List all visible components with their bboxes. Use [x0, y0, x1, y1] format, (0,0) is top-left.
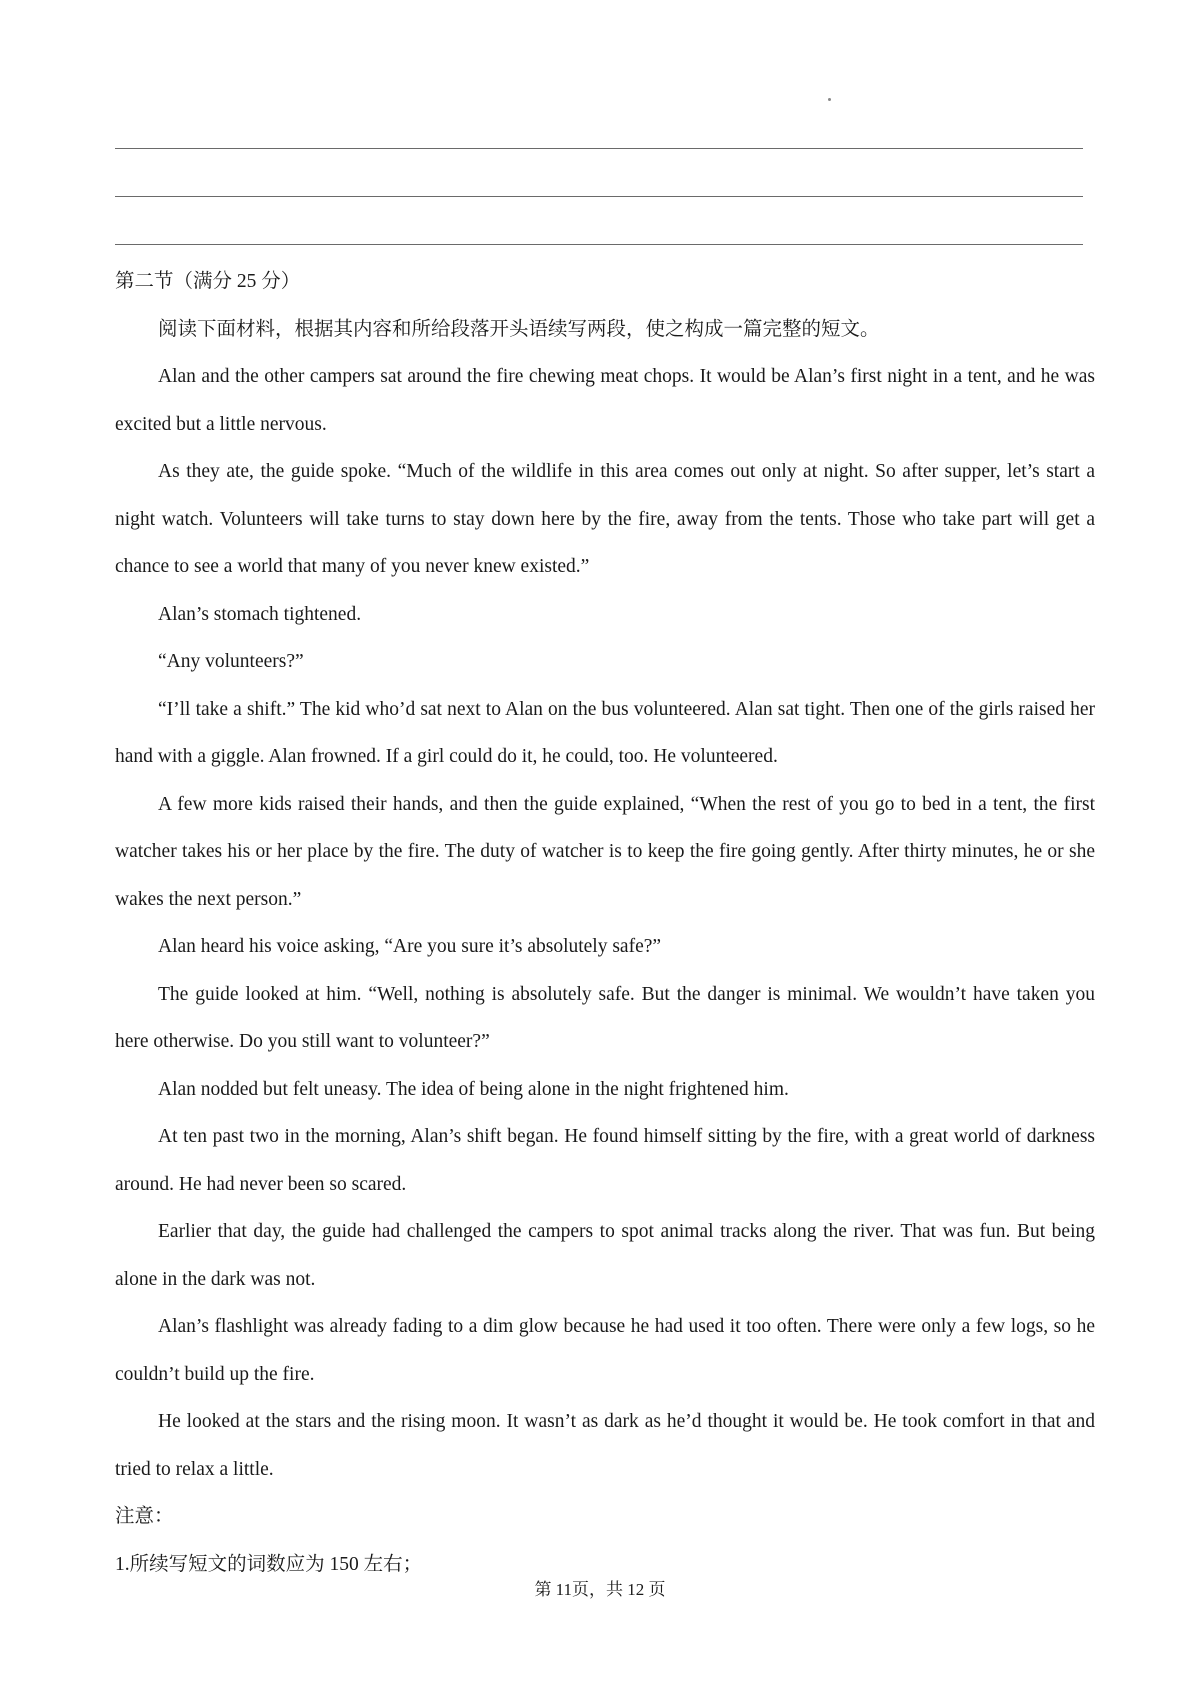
stray-mark: [828, 98, 831, 101]
story-paragraph: At ten past two in the morning, Alan’s shift began. He found himself sitting by the fire, with a great world of darkness around. He had never been so scared.: [115, 1126, 1095, 1195]
story-paragraph: Earlier that day, the guide had challenged the campers to spot animal tracks along the river. That was fun. But being alone in the dark was not.: [115, 1221, 1095, 1290]
page-footer: 第 11页，共 12 页: [534, 1580, 666, 1599]
answer-line: [115, 148, 1083, 149]
instruction: 阅读下面材料，根据其内容和所给段落开头语续写两段，使之构成一篇完整的短文。: [158, 318, 880, 340]
story-paragraph: He looked at the stars and the rising moon. It wasn’t as dark as he’d thought it would be. He took comfort in that and tried to relax a little.: [115, 1411, 1095, 1480]
story-paragraph: “I’ll take a shift.” The kid who’d sat next to Alan on the bus volunteered. Alan sat tight. Then one of the girls raised her hand with a giggle. Alan frowned. If a girl could do it, he could, too. He volunteered.: [115, 698, 1095, 767]
story-paragraph: Alan heard his voice asking, “Are you sure it’s absolutely safe?”: [158, 936, 662, 957]
document-body: [115, 258, 1095, 1588]
story-paragraph: The guide looked at him. “Well, nothing is absolutely safe. But the danger is minimal. We wouldn’t have taken you here otherwise. Do you still want to volunteer?”: [115, 983, 1095, 1052]
story-paragraph: Alan’s stomach tightened.: [158, 603, 362, 625]
story-paragraph: As they ate, the guide spoke. “Much of the wildlife in this area comes out only at night. So after supper, let’s start a night watch. Volunteers will take turns to stay down here by the fire, away from the tents. Those who take part will get a chance to see a world that many of you never knew existed.”: [115, 461, 1095, 577]
story-paragraph: Alan and the other campers sat around the fire chewing meat chops. It would be Alan’s first night in a tent, and he was excited but a little nervous.: [115, 366, 1095, 435]
notes-heading: 注意：: [115, 1506, 174, 1527]
story-paragraph: A few more kids raised their hands, and then the guide explained, “When the rest of you go to bed in a tent, the first watcher takes his or her place by the fire. The duty of watcher is to keep the fire going gently. After thirty minutes, he or she wakes the next person.”: [115, 793, 1095, 910]
answer-line: [115, 196, 1083, 197]
note-item: 1.所续写短文的词数应为 150 左右；: [115, 1553, 423, 1575]
story-paragraph: Alan’s flashlight was already fading to a dim glow because he had used it too often. There were only a few logs, so he couldn’t build up the fire.: [115, 1316, 1095, 1385]
story-paragraph: Alan nodded but felt uneasy. The idea of being alone in the night frightened him.: [158, 1078, 789, 1100]
story-paragraph: “Any volunteers?”: [158, 651, 304, 672]
answer-line: [115, 244, 1083, 245]
section-heading: 第二节（满分 25 分）: [115, 271, 301, 292]
